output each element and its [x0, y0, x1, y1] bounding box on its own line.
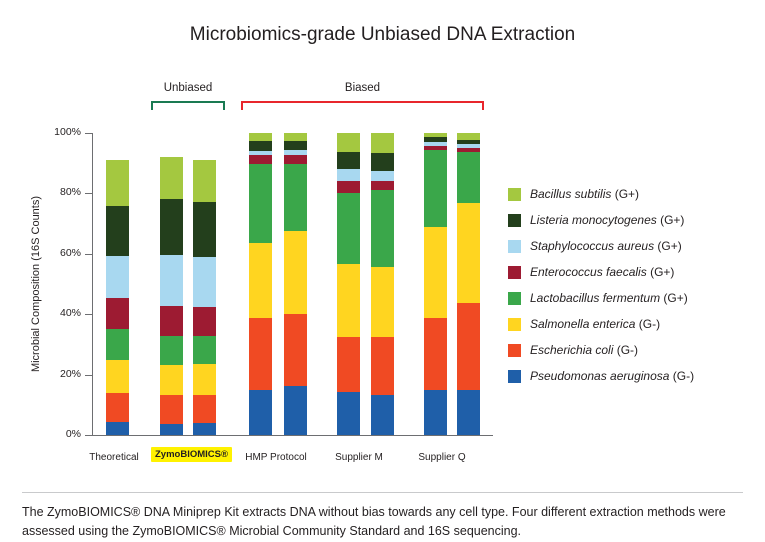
- bar-segment: [193, 307, 216, 335]
- legend-item: [508, 233, 758, 259]
- x-label-supplier-m: Supplier M: [335, 452, 383, 463]
- legend-label: Enterococcus faecalis (G+): [530, 265, 675, 279]
- legend-swatch: [508, 292, 521, 305]
- y-tick-80: 80%: [85, 193, 92, 194]
- bar-segment: [106, 329, 129, 360]
- bar-segment: [371, 153, 394, 171]
- bar-segment: [371, 181, 394, 189]
- bar-segment: [371, 267, 394, 338]
- stacked-bar: [337, 133, 360, 435]
- bar-segment: [106, 206, 129, 256]
- bracket-unbiased-label: Unbiased: [163, 82, 213, 94]
- bar-segment: [249, 133, 272, 141]
- stacked-bar: [249, 133, 272, 435]
- stacked-bar: [424, 133, 447, 435]
- y-axis-title: Microbial Composition (16S Counts): [30, 195, 42, 373]
- legend-label: Bacillus subtilis (G+): [530, 187, 640, 201]
- x-label-zymobiomics: [151, 449, 228, 460]
- stacked-bar: [193, 160, 216, 435]
- bar-segment: [193, 395, 216, 423]
- bar-segment: [160, 255, 183, 306]
- bar-segment: [284, 155, 307, 165]
- legend-label: Staphylococcus aureus (G+): [530, 239, 682, 253]
- bar-segment: [337, 193, 360, 264]
- x-label-theoretical: Theoretical: [89, 452, 139, 463]
- stacked-bar: [106, 160, 129, 435]
- bar-segment: [284, 314, 307, 386]
- bar-segment: [371, 133, 394, 153]
- bar-segment: [106, 256, 129, 298]
- bar-segment: [249, 155, 272, 164]
- bar-segment: [457, 203, 480, 303]
- bar-segment: [193, 364, 216, 395]
- bar-segment: [337, 152, 360, 168]
- stacked-bar: [160, 157, 183, 435]
- bar-segment: [284, 141, 307, 150]
- bar-segment: [337, 133, 360, 152]
- bracket-unbiased: [151, 101, 225, 112]
- legend-swatch: [508, 240, 521, 253]
- legend-swatch: [508, 344, 521, 357]
- bar-segment: [160, 157, 183, 199]
- legend-label: Pseudomonas aeruginosa (G-): [530, 369, 695, 383]
- legend-item: [508, 311, 758, 337]
- bar-segment: [106, 298, 129, 329]
- footer-caption: The ZymoBIOMICS® DNA Miniprep Kit extracts DNA without bias towards any cell type. Four different extraction methods were assessed using the ZymoBIOMICS® Microbial Community Standard and 16S sequencing.: [22, 505, 726, 538]
- legend-item: [508, 181, 758, 207]
- bar-segment: [457, 390, 480, 435]
- bar-segment: [457, 152, 480, 203]
- bracket-biased-label: Biased: [344, 82, 381, 94]
- legend-item: [508, 337, 758, 363]
- plot-area: [54, 126, 492, 440]
- x-label-supplier-q: Supplier Q: [418, 452, 466, 463]
- legend-label: Lactobacillus fermentum (G+): [530, 291, 688, 305]
- bar-segment: [371, 337, 394, 394]
- legend: [508, 181, 758, 389]
- legend-item: [508, 207, 758, 233]
- bar-segment: [249, 390, 272, 435]
- bar-segment: [284, 133, 307, 141]
- bar-segment: [284, 386, 307, 435]
- legend-swatch: [508, 266, 521, 279]
- legend-swatch: [508, 318, 521, 331]
- bar-segment: [193, 160, 216, 201]
- bar-segment: [371, 171, 394, 182]
- bar-segment: [249, 318, 272, 390]
- bar-segment: [337, 337, 360, 392]
- x-label-hmp-protocol: HMP Protocol: [245, 452, 307, 463]
- bar-segment: [193, 257, 216, 307]
- x-axis-line: [92, 435, 493, 436]
- legend-item: [508, 285, 758, 311]
- y-tick-20: 20%: [85, 375, 92, 376]
- bar-segment: [424, 150, 447, 227]
- bar-segment: [193, 202, 216, 258]
- page-title: Microbiomics-grade Unbiased DNA Extraction: [189, 24, 576, 45]
- bar-segment: [160, 424, 183, 435]
- bar-segment: [284, 164, 307, 230]
- legend-label: Salmonella enterica (G-): [530, 317, 661, 331]
- bar-segment: [249, 243, 272, 318]
- y-tick-0: 0%: [85, 435, 92, 436]
- bar-segment: [424, 390, 447, 435]
- legend-item: [508, 363, 758, 389]
- bracket-biased: [241, 101, 484, 112]
- bar-segment: [337, 169, 360, 181]
- x-label-zymobiomics-badge: ZymoBIOMICS®: [151, 447, 232, 462]
- bar-segment: [160, 336, 183, 366]
- y-tick-60: 60%: [85, 254, 92, 255]
- y-tick-100: 100%: [85, 133, 92, 134]
- bar-segment: [249, 141, 272, 151]
- bar-segment: [160, 306, 183, 336]
- bar-segment: [106, 360, 129, 393]
- bar-segment: [424, 227, 447, 318]
- bar-segment: [424, 318, 447, 390]
- bar-segment: [337, 264, 360, 337]
- legend-item: [508, 259, 758, 285]
- bar-segment: [284, 231, 307, 314]
- bar-segment: [457, 133, 480, 140]
- bar-segment: [193, 336, 216, 365]
- bar-segment: [106, 160, 129, 206]
- bar-segment: [160, 365, 183, 395]
- legend-swatch: [508, 214, 521, 227]
- bar-segment: [337, 392, 360, 435]
- bar-segment: [337, 181, 360, 194]
- legend-label: Escherichia coli (G-): [530, 343, 639, 357]
- legend-swatch: [508, 370, 521, 383]
- footer-divider: [22, 492, 743, 493]
- bar-segment: [193, 423, 216, 435]
- bar-segment: [457, 303, 480, 390]
- bar-segment: [371, 190, 394, 267]
- stacked-bar: [457, 133, 480, 435]
- legend-label: Listeria monocytogenes (G+): [530, 213, 685, 227]
- bar-segment: [160, 395, 183, 424]
- bar-segment: [106, 422, 129, 435]
- bar-segment: [249, 164, 272, 243]
- stacked-bar: [371, 133, 394, 435]
- stacked-bar: [284, 133, 307, 435]
- y-tick-40: 40%: [85, 314, 92, 315]
- legend-swatch: [508, 188, 521, 201]
- bar-segment: [371, 395, 394, 435]
- bar-segment: [106, 393, 129, 423]
- bar-segment: [160, 199, 183, 255]
